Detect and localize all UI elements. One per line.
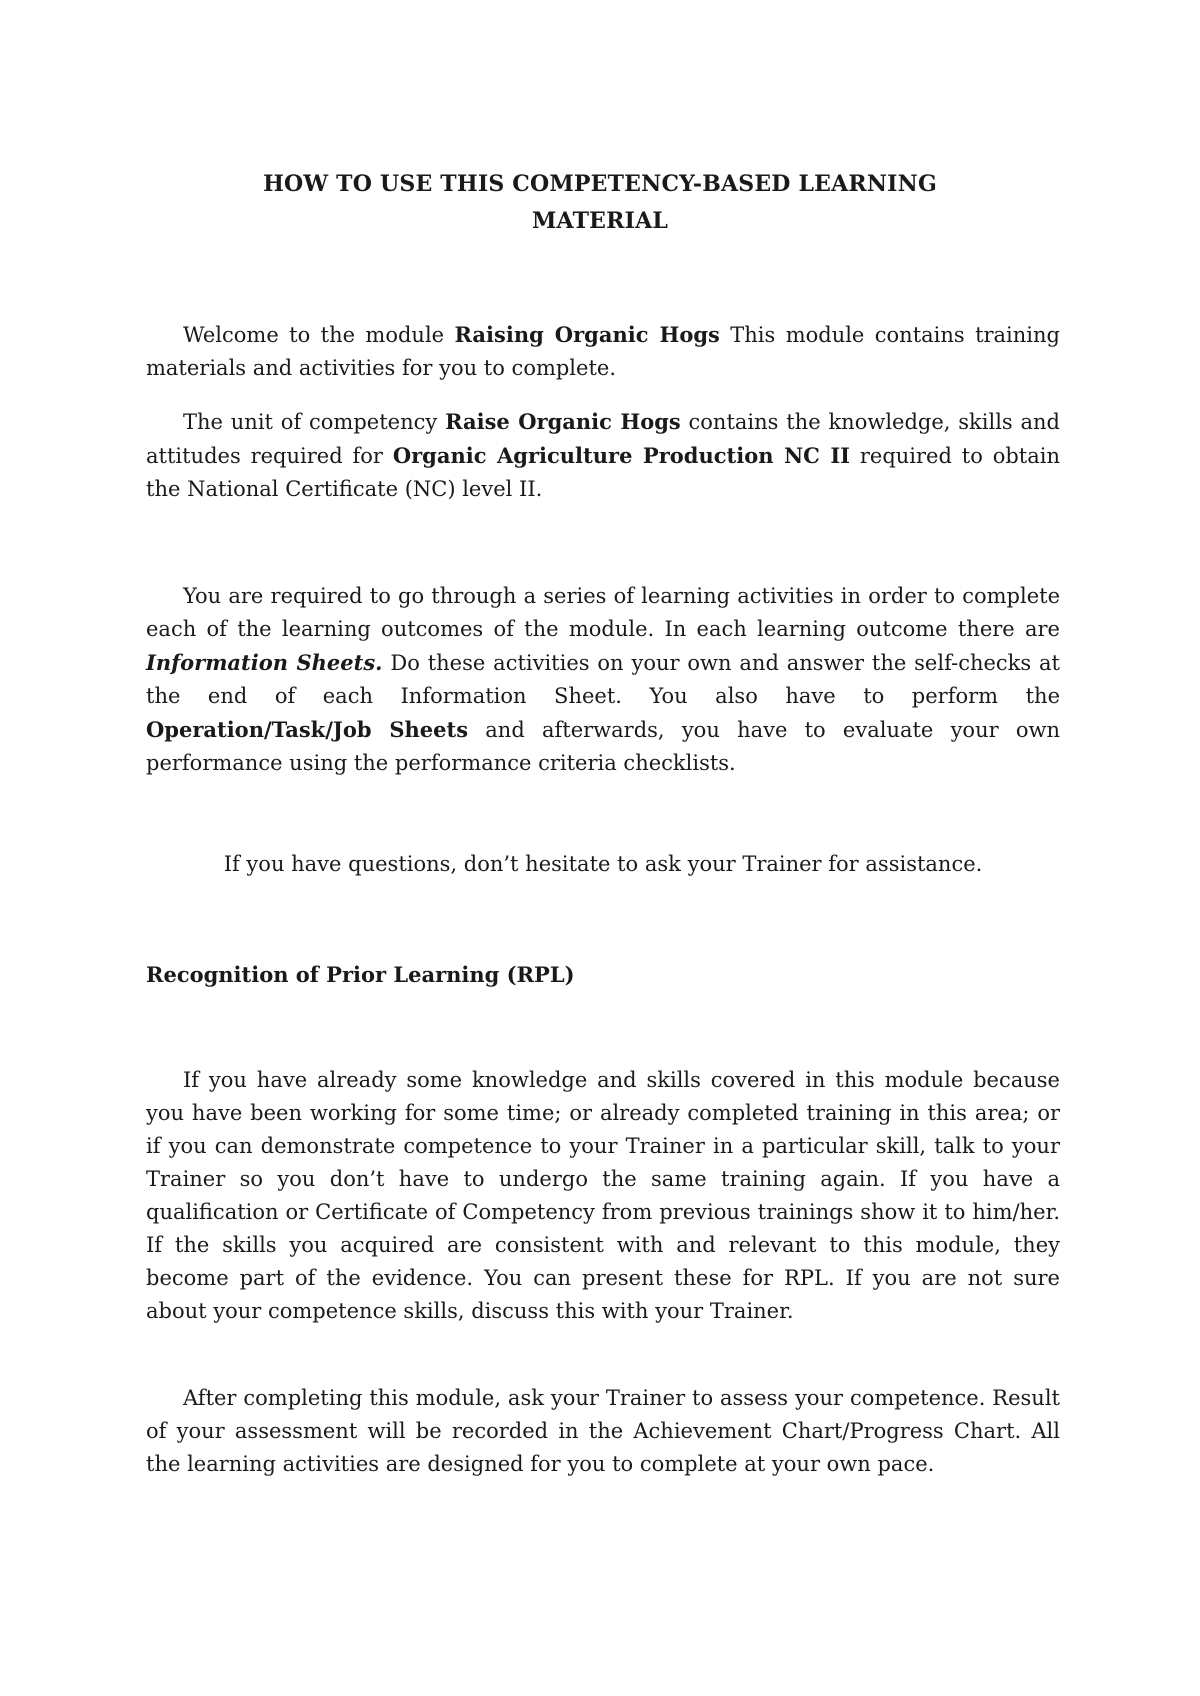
job-sheets-term: Operation/Task/Job Sheets [146, 717, 469, 742]
after-paragraph: After completing this module, ask your Trainer to assess your competence. Result of your assessment will be recorded in the Achievement Chart/Progress Chart. All the learning activities are designed for you to complete at your own pace. [146, 1386, 1060, 1476]
title-line-2: MATERIAL [531, 208, 669, 234]
unit-paragraph [146, 405, 1060, 506]
rpl-heading: Recognition of Prior Learning (RPL) [146, 962, 575, 987]
welcome-paragraph [146, 318, 1060, 385]
unit-text-2: contains the knowledge, skills and attitudes required for [146, 410, 1060, 468]
activities-text-1: You are required to go through a series of learning activities in order to complete each of the learning outcomes of the module. In each learning outcome there are [146, 584, 1060, 641]
unit-name: Raise Organic Hogs [445, 409, 681, 434]
qualification-name: Organic Agriculture Production NC II [392, 443, 851, 468]
page-title [146, 166, 1054, 240]
activities-paragraph [146, 580, 1060, 780]
unit-text-3: required to obtain the National Certificate (NC) level II. [146, 444, 1061, 501]
information-sheets-term: Information Sheets. [146, 650, 383, 675]
activities-text-3: and afterwards, you have to evaluate your own performance using the performance criteria checklists. [146, 718, 1061, 775]
unit-text-1: The unit of competency [183, 410, 446, 434]
title-line-1: HOW TO USE THIS COMPETENCY-BASED LEARNING [263, 171, 937, 197]
welcome-text-2: This module contains training materials and activities for you to complete. [146, 323, 1060, 380]
welcome-text-1: Welcome to the module [183, 323, 455, 347]
activities-text-2: Do these activities on your own and answer the self-checks at the end of each Information Sheet. You also have to perform the [146, 651, 1060, 708]
questions-line: If you have questions, don’t hesitate to ask your Trainer for assistance. [223, 852, 983, 876]
module-name: Raising Organic Hogs [454, 322, 720, 347]
rpl-paragraph: If you have already some knowledge and skills covered in this module because you have been working for some time; or already completed training in this area; or if you can demonstrate competence to your Trainer in a particular skill, talk to your Trainer so you don’t have to undergo the same training again. If you have a qualification or Certificate of Competency from previous trainings show it to him/her. If the skills you acquired are consistent with and relevant to this module, they become part of the evidence. You can present these for RPL. If you are not sure about your competence skills, discuss this with your Trainer. [146, 1068, 1060, 1323]
